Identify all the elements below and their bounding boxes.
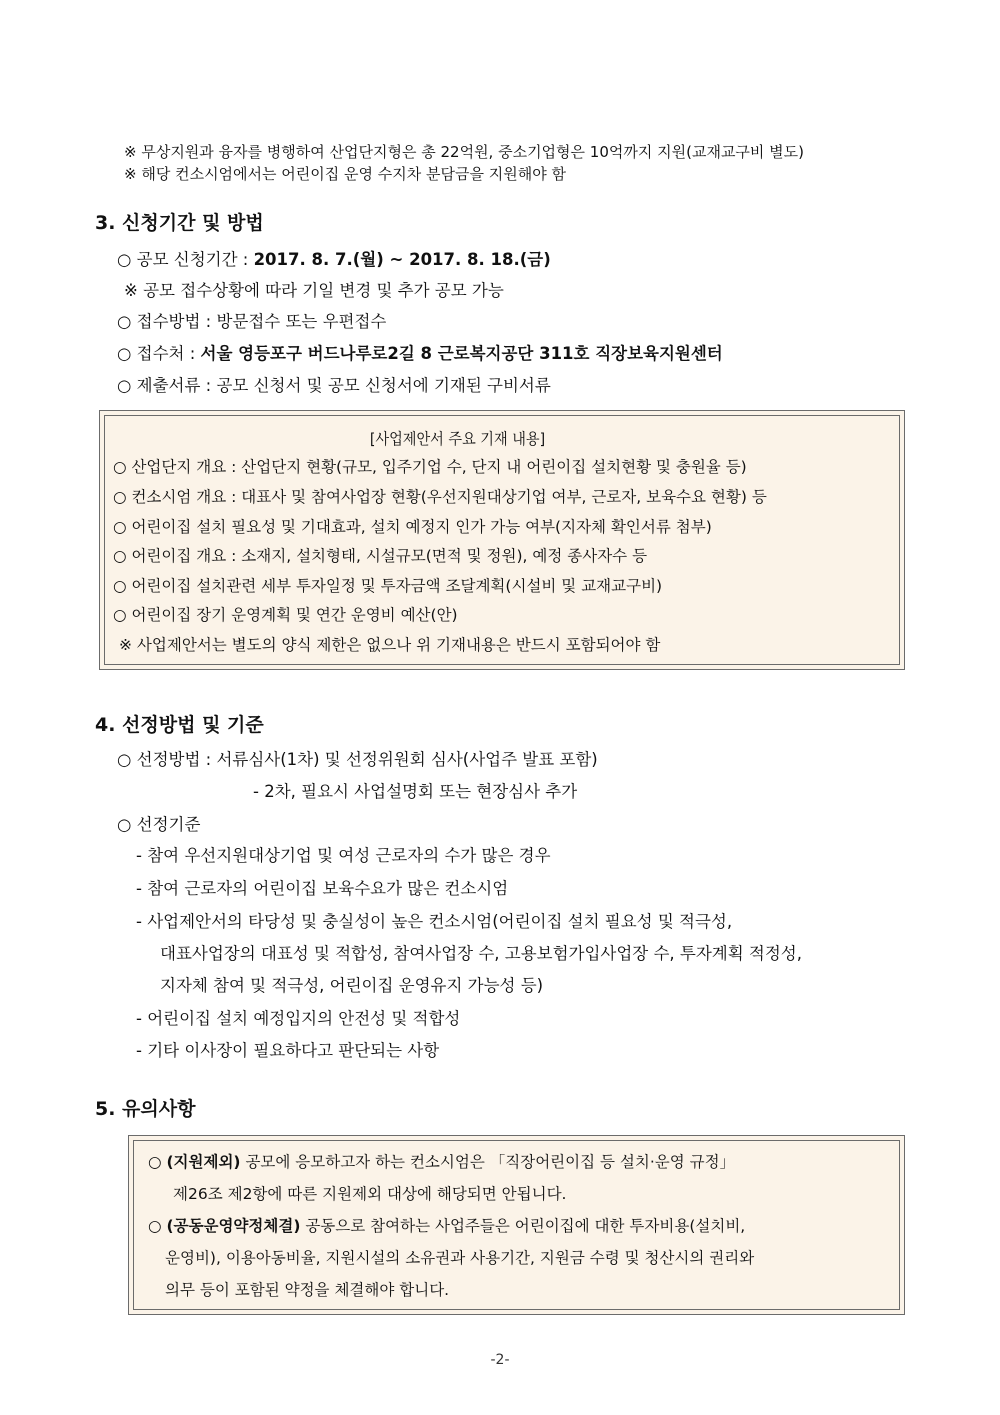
proposal-content-box-inner-border: [104, 415, 900, 665]
proposal-item: ○ 어린이집 설치 필요성 및 기대효과, 설치 예정지 인가 가능 여부(지자체 확인서류 첨부): [113, 518, 712, 536]
selection-criteria-label: ○ 선정기준: [117, 815, 201, 834]
page-number: -2-: [490, 1352, 510, 1368]
selection-method-line2: - 2차, 필요시 사업설명회 또는 현장심사 추가: [253, 782, 578, 801]
caution-item-1-line2: 제26조 제2항에 따른 지원제외 대상에 해당되면 안됩니다.: [173, 1185, 567, 1203]
application-period-note: ※ 공모 접수상황에 따라 기일 변경 및 추가 공모 가능: [124, 281, 504, 300]
section4-heading: 4. 선정방법 및 기준: [95, 714, 264, 736]
caution-item-2-bullet: ○: [148, 1217, 167, 1235]
criteria-item: - 사업제안서의 타당성 및 충실성이 높은 컨소시엄(어린이집 설치 필요성 및 적극성,: [136, 912, 733, 931]
caution-item-1-text: 공모에 응모하고자 하는 컨소시엄은 「직장어린이집 등 설치·운영 규정」: [240, 1153, 736, 1171]
criteria-item-continued: 대표사업장의 대표성 및 적합성, 참여사업장 수, 고용보험가입사업장 수, 투자계획 적정성,: [160, 944, 802, 963]
proposal-item: ○ 어린이집 개요 : 소재지, 설치형태, 시설규모(면적 및 정원), 예정 종사자수 등: [113, 547, 648, 565]
application-period-label: ○ 공모 신청기간 :: [117, 250, 254, 269]
submission-method: ○ 접수방법 : 방문접수 또는 우편접수: [117, 312, 387, 331]
criteria-item: - 어린이집 설치 예정입지의 안전성 및 적합성: [136, 1009, 461, 1028]
required-documents: ○ 제출서류 : 공모 신청서 및 공모 신청서에 기재된 구비서류: [117, 376, 551, 395]
section5-heading: 5. 유의사항: [95, 1098, 196, 1120]
application-period-value: 2017. 8. 7.(월) ~ 2017. 8. 18.(금): [253, 250, 551, 269]
submission-place: [117, 343, 723, 365]
proposal-item: ○ 어린이집 장기 운영계획 및 연간 운영비 예산(안): [113, 606, 458, 624]
top-note-1: ※ 무상지원과 융자를 병행하여 산업단지형은 총 22억원, 중소기업형은 10억까지 지원(교재교구비 별도): [124, 143, 805, 161]
proposal-item: ○ 어린이집 설치관련 세부 투자일정 및 투자금액 조달계획(시설비 및 교재교구비): [113, 577, 663, 595]
submission-place-label: ○ 접수처 :: [117, 344, 201, 363]
criteria-item-continued: 지자체 참여 및 적극성, 어린이집 운영유지 가능성 등): [160, 976, 544, 995]
section3-heading: 3. 신청기간 및 방법: [95, 212, 264, 234]
proposal-item: ○ 산업단지 개요 : 산업단지 현황(규모, 입주기업 수, 단지 내 어린이집 설치현황 및 충원율 등): [113, 458, 747, 476]
submission-place-value: 서울 영등포구 버드나루로2길 8 근로복지공단 311호 직장보육지원센터: [200, 344, 723, 363]
proposal-box-title: [사업제안서 주요 기재 내용]: [369, 430, 546, 448]
proposal-box-note: ※ 사업제안서는 별도의 양식 제한은 없으나 위 기재내용은 반드시 포함되어야 함: [119, 636, 661, 654]
caution-item-2-line3: 의무 등이 포함된 약정을 체결해야 합니다.: [165, 1281, 450, 1299]
application-period: [117, 249, 551, 271]
caution-item-2-text: 공동으로 참여하는 사업주들은 어린이집에 대한 투자비용(설치비,: [300, 1217, 746, 1235]
caution-item-2-title: (공동운영약정체결): [166, 1217, 301, 1235]
caution-item-2-line1: [148, 1215, 745, 1237]
caution-item-1-title: (지원제외): [166, 1153, 241, 1171]
criteria-item: - 참여 우선지원대상기업 및 여성 근로자의 수가 많은 경우: [136, 846, 551, 865]
caution-item-1-line1: [148, 1151, 735, 1173]
selection-method-line1: ○ 선정방법 : 서류심사(1차) 및 선정위원회 심사(사업주 발표 포함): [117, 750, 598, 769]
top-note-2: ※ 해당 컨소시엄에서는 어린이집 운영 수지차 분담금을 지원해야 함: [124, 165, 566, 183]
criteria-item: - 참여 근로자의 어린이집 보육수요가 많은 컨소시엄: [136, 879, 509, 898]
criteria-item: - 기타 이사장이 필요하다고 판단되는 사항: [136, 1041, 440, 1060]
caution-item-1-bullet: ○: [148, 1153, 167, 1171]
caution-item-2-line2: 운영비), 이용아동비율, 지원시설의 소유권과 사용기간, 지원금 수령 및 청산시의 권리와: [165, 1249, 755, 1267]
proposal-item: ○ 컨소시엄 개요 : 대표사 및 참여사업장 현황(우선지원대상기업 여부, 근로자, 보육수요 현황) 등: [113, 488, 767, 506]
